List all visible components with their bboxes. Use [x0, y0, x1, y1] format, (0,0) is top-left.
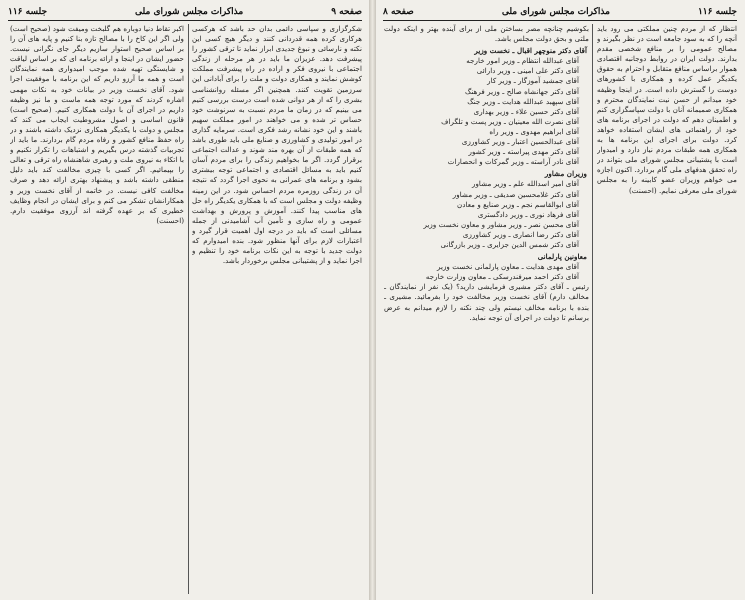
left-page-right-column-text: شکرگزاری و سپاسی دائمی بدان حد باشد که هرکسی هرکاری کرده همه قدردانی کنند و دیگر هیچ کسی این نکته و نارسائی و نبوغ جدیدی ابراز نماید تا ترقی کشور را پیشرفت دهد. عزیزان ما باید در هر مرحله از زندگی اجتماعی با نیروی فکر و اراده در راه پیشرفت مملکت کوشش نمایند و همکاری دولت و ملت را برای آبادانی این سرزمین تقویت کنند. همچنین اگر مسئله روانشناسی بشری را که از هر دوانی شده است درست بررسی کنیم می بینیم که در زمان ما مردم نسبت به سرنوشت خود حساس تر شده و می خواهند در امور مملکت سهیم باشند و این خود نشانه رشد فکری است. سرمایه گذاری در امور تولیدی و کشاورزی و صنایع ملی باید طوری باشد که همه طبقات از آن بهره مند شوند و عدالت اجتماعی برقرار گردد. اگر ما بخواهیم زندگی را برای مردم آسان کنیم باید به مسائل اقتصادی و اجتماعی توجه بیشتری بشود و برنامه های عمرانی به نحوی اجرا گردد که نتیجه آن در زندگی روزمره مردم احساس شود. در این زمینه وظیفه دولت و مجلس است که با همکاری یکدیگر راه حل های مناسب پیدا کنند. آموزش و پرورش و بهداشت عمومی و راه سازی و تأمین آب آشامیدنی از جمله مسائلی است که باید در درجه اول اهمیت قرار گیرد و اعتبارات لازم برای آنها منظور شود. بنده امیدوارم که دولت جدید با توجه به این نکات برنامه خود را تنظیم و اجرا نماید و از پشتیبانی مجلس برخوردار باشد. — [192, 24, 362, 266]
roster-section-heading: وزیران مشاور — [544, 169, 587, 179]
left-page-left-column — [10, 24, 184, 594]
roster-item: آقای دکتر رضا انصاری ـ وزیر کشاورزی — [462, 229, 579, 239]
roster-item: آقای نصرت الله معینیان ـ وزیر پست و تلگراف — [441, 116, 579, 126]
left-page-right-column — [192, 24, 362, 594]
right-page-left-column — [384, 24, 589, 594]
column-divider — [188, 24, 189, 594]
left-page — [0, 0, 370, 600]
roster-item: آقای فرهاد نوری ـ وزیر دادگستری — [477, 209, 579, 219]
roster-item: آقای دکتر مهدی پیراسته ـ وزیر کشور — [468, 147, 579, 157]
right-page-title: مذاکرات مجلس شورای ملی — [501, 7, 610, 17]
cabinet-roster — [384, 46, 589, 282]
roster-item: آقای دکتر حسین علاء ـ وزیر بهداری — [473, 106, 579, 116]
roster-section-heading: معاونین پارلمانی — [537, 252, 587, 262]
roster-item: آقای دکتر غلامحسین صدیقی ـ وزیر مشاور — [452, 189, 579, 199]
roster-item: آقای امیر اسدالله علم ـ وزیر مشاور — [471, 179, 579, 189]
right-page-right-column-text: انتظار که از مردم چنین مملکتی می رود باید آنچه را که به سود جامعه است در نظر بگیرند و مصالح عمومی را بر منافع شخصی مقدم بدارند. دولت ایران در روابط دوجانبه اقتصادی هموار براساس منافع متقابل و احترام به حقوق یکدیگر عمل کرده و همکاری با کشورهای دوست را گسترش داده است. در اینجا وظیفه خود میدانم از حسن نیت نمایندگان محترم و همکاری صمیمانه آنان با دولت سپاسگزاری کنم و اطمینان دهم که دولت در اجرای برنامه های خود از راهنمائی های ایشان استفاده خواهد کرد. دولت برای اجرای این برنامه ها به همکاری همه طبقات مردم نیاز دارد و امیدوار است با پشتیبانی مجلس شورای ملی بتواند در راه تحقق هدفهای ملی گام بردارد. اکنون اجازه می خواهم وزیران عضو کابینه را به مجلس شورای ملی معرفی نمایم. (احسنت) — [597, 24, 737, 195]
cabinet-intro: بکوشیم چنانچه مصر بساختن ملی از برای آینده بهتر و اینکه دولت ملتی و بحق دولت مجلس باشد. — [384, 24, 589, 44]
closing-remarks: رئیس ـ آقای دکتر مشیری فرمایشی دارید؟ (یک نفر از نمایندگان ـ مخالف دارم) آقای نخست وزیر مخالفت خود را بفرمائید. مشیری ـ بنده با برنامه مخالف نیستم ولی چند نکته را لازم میدانم به عرض برسانم تا دولت در اجرای آن توجه نماید. — [384, 282, 589, 322]
left-page-title: مذاکرات مجلس شورای ملی — [135, 7, 244, 17]
roster-item: آقای نادر آراسته ـ وزیر گمرکات و انحصارات — [447, 157, 579, 167]
roster-item: آقای محسن نصر ـ وزیر مشاور و معاون نخست وزیر — [423, 219, 579, 229]
roster-item: آقای دکتر شمس الدین جزایری ـ وزیر بازرگانی — [440, 239, 579, 249]
roster-item: آقای ابوالقاسم نجم ـ وزیر صنایع و معادن — [457, 199, 579, 209]
right-page-right-column — [597, 24, 737, 594]
column-divider — [592, 24, 593, 594]
right-page-header — [383, 4, 737, 21]
roster-item: آقای سپهبد عبدالله هدایت ـ وزیر جنگ — [467, 96, 579, 106]
roster-item: آقای عبدالله انتظام ـ وزیر امور خارجه — [466, 56, 579, 66]
right-page-session: جلسه ۱۱۶ — [697, 7, 737, 17]
left-page-number: صفحه ۹ — [331, 7, 362, 17]
right-page — [375, 0, 745, 600]
left-page-header — [8, 4, 362, 21]
roster-item: آقای دکتر جهانشاه صالح ـ وزیر فرهنگ — [465, 86, 579, 96]
roster-item: آقای دکتر علی امینی ـ وزیر دارائی — [476, 66, 579, 76]
right-page-number: صفحه ۸ — [383, 7, 414, 17]
roster-section-heading: آقای دکتر منوچهر اقبال ـ نخست وزیر — [474, 46, 587, 56]
roster-item: آقای مهدی هدایت ـ معاون پارلمانی نخست وزیر — [437, 262, 579, 272]
roster-item: آقای دکتر احمد میرفندرسکی ـ معاون وزارت خارجه — [425, 272, 579, 282]
left-page-session: جلسه ۱۱۶ — [8, 7, 48, 17]
left-page-left-column-text: اکبر تقاط دنیا دوباره هم گلبخت ومیفت شود (صحیح است) ولی اگر این کاخ را با مصالح تازه بنا کنیم و پایه های آن را بر اساس صحیح استوار سازیم دیگر جای نگرانی نیست. حضور ایشان در اینجا و ارائه برنامه ای که بر اساس لیاقت و شایستگی تهیه شده موجب امیدواری همه نمایندگان است و همه ما آرزو داریم که این برنامه با موفقیت اجرا شود. آقای نخست وزیر در بیانات خود به نکات مهمی اشاره کردند که مورد توجه همه ماست و ما نیز وظیفه داریم در اجرای آن با دولت همکاری کنیم. (صحیح است) قانون اساسی و اصول مشروطیت ایجاب می کند که مجلس و دولت با یکدیگر همکاری نزدیک داشته باشند و در راه حفظ منافع کشور و رفاه مردم گام بردارند. ما باید از تجربیات گذشته درس بگیریم و اشتباهات را تکرار نکنیم و با اتکاء به نیروی ملت و رهبری شاهنشاه راه ترقی و تعالی را بپیمائیم. اگر کسی با چیزی مخالفت کند باید دلیل منطقی داشته باشد و پیشنهاد بهتری ارائه دهد و صرف مخالفت کافی نیست. در خاتمه از آقای نخست وزیر و همکارانشان تشکر می کنم و برای ایشان در انجام وظایف خطیری که بر عهده گرفته اند آرزوی موفقیت دارم. (احسنت) — [10, 24, 184, 225]
roster-item: آقای عبدالحسین اعتبار ـ وزیر کشاورزی — [461, 137, 579, 147]
roster-item: آقای ابراهیم مهدوی ـ وزیر راه — [489, 126, 579, 136]
roster-item: آقای جمشید آموزگار ـ وزیر کار — [487, 76, 579, 86]
